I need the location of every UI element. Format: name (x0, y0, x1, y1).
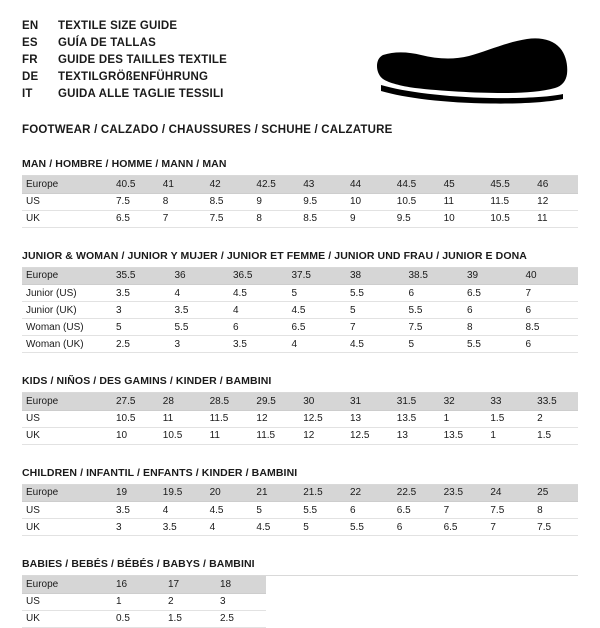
size-cell: 38.5 (403, 268, 462, 285)
size-cell: 3 (214, 593, 266, 610)
size-cell: 36 (169, 268, 228, 285)
size-cell: 10.5 (391, 193, 438, 210)
language-title: TEXTILE SIZE GUIDE (58, 20, 178, 32)
size-cell: 13 (344, 410, 391, 427)
language-code: IT (22, 88, 33, 100)
size-cell: 42 (204, 176, 251, 193)
row-label: Europe (22, 393, 110, 410)
row-label: Europe (22, 485, 110, 502)
size-cell: 8 (157, 193, 204, 210)
language-code: DE (22, 71, 39, 83)
row-label: US (22, 410, 110, 427)
size-cell: 3.5 (157, 519, 204, 536)
table-row (22, 610, 578, 627)
size-cell: 44.5 (391, 176, 438, 193)
size-cell: 6.5 (391, 502, 438, 519)
size-cell: 8 (531, 502, 578, 519)
size-cell: 35.5 (110, 268, 169, 285)
size-cell: 4 (286, 336, 345, 353)
size-cell: 8.5 (297, 210, 344, 227)
language-row (22, 35, 227, 51)
size-cell: 23.5 (438, 485, 485, 502)
size-cell: 11 (157, 410, 204, 427)
size-cell: 12.5 (344, 427, 391, 444)
size-cell: 1 (484, 427, 531, 444)
size-table (22, 485, 578, 537)
size-cell: 22 (344, 485, 391, 502)
size-cell: 2.5 (110, 336, 169, 353)
size-cell: 24 (484, 485, 531, 502)
size-cell: 4 (227, 302, 286, 319)
row-label: Woman (US) (22, 319, 110, 336)
size-cell: 11.5 (484, 193, 531, 210)
size-cell: 25 (531, 485, 578, 502)
size-cell: 11.5 (204, 410, 251, 427)
size-cell: 16 (110, 576, 162, 593)
section-title: BABIES / BEBÉS / BÉBÉS / BABYS / BAMBINI (22, 558, 578, 576)
row-label: UK (22, 610, 110, 627)
row-label: Junior (US) (22, 285, 110, 302)
size-cell: 4.5 (344, 336, 403, 353)
language-row (22, 18, 227, 34)
size-section (22, 375, 578, 445)
dress-shoe-icon (370, 28, 570, 110)
size-cell: 0.5 (110, 610, 162, 627)
size-cell: 7.5 (531, 519, 578, 536)
size-cell: 30 (297, 393, 344, 410)
page-header (22, 18, 578, 110)
size-cell: 8 (461, 319, 520, 336)
table-row (22, 410, 578, 427)
size-cell: 37.5 (286, 268, 345, 285)
table-row (22, 393, 578, 410)
size-cell: 2 (531, 410, 578, 427)
size-cell: 6 (344, 502, 391, 519)
size-cell: 2.5 (214, 610, 266, 627)
size-cell: 38 (344, 268, 403, 285)
size-cell: 19 (110, 485, 157, 502)
language-row (22, 86, 227, 102)
table-row (22, 502, 578, 519)
size-cell: 40.5 (110, 176, 157, 193)
size-table (22, 393, 578, 445)
row-label: Europe (22, 176, 110, 193)
size-cell: 19.5 (157, 485, 204, 502)
size-cell: 31 (344, 393, 391, 410)
size-cell: 6 (391, 519, 438, 536)
size-cell: 3 (110, 302, 169, 319)
size-cell: 39 (461, 268, 520, 285)
size-cell: 46 (531, 176, 578, 193)
size-cell: 28.5 (204, 393, 251, 410)
size-cell: 5 (297, 519, 344, 536)
size-cell: 12 (531, 193, 578, 210)
size-cell: 6.5 (461, 285, 520, 302)
table-row (22, 519, 578, 536)
size-cell: 43 (297, 176, 344, 193)
size-cell: 6 (227, 319, 286, 336)
spacer-cell (266, 610, 578, 627)
size-cell: 6 (403, 285, 462, 302)
size-cell: 7.5 (484, 502, 531, 519)
language-title: GUIDE DES TAILLES TEXTILE (58, 54, 227, 66)
size-section (22, 558, 578, 628)
size-cell: 12.5 (297, 410, 344, 427)
size-cell: 40 (520, 268, 579, 285)
language-row (22, 69, 227, 85)
row-label: Europe (22, 268, 110, 285)
size-cell: 11 (438, 193, 485, 210)
size-cell: 5.5 (169, 319, 228, 336)
table-row (22, 285, 578, 302)
size-cell: 21 (250, 485, 297, 502)
size-cell: 3.5 (227, 336, 286, 353)
row-label: Woman (UK) (22, 336, 110, 353)
size-cell: 10.5 (110, 410, 157, 427)
size-cell: 1.5 (484, 410, 531, 427)
table-row (22, 176, 578, 193)
table-row (22, 268, 578, 285)
section-title: JUNIOR & WOMAN / JUNIOR Y MUJER / JUNIOR ET FEMME / JUNIOR UND FRAU / JUNIOR E DONA (22, 250, 578, 268)
row-label: UK (22, 427, 110, 444)
size-cell: 9 (250, 193, 297, 210)
row-label: UK (22, 210, 110, 227)
table-row (22, 576, 578, 593)
spacer-cell (266, 593, 578, 610)
size-cell: 7 (484, 519, 531, 536)
language-title: GUIDA ALLE TAGLIE TESSILI (58, 88, 224, 100)
size-cell: 9 (344, 210, 391, 227)
size-cell: 5 (403, 336, 462, 353)
size-cell: 36.5 (227, 268, 286, 285)
language-title-list (22, 18, 227, 102)
size-cell: 6 (461, 302, 520, 319)
size-cell: 1.5 (162, 610, 214, 627)
size-cell: 17 (162, 576, 214, 593)
row-label: UK (22, 519, 110, 536)
size-cell: 20 (204, 485, 251, 502)
size-section (22, 467, 578, 537)
size-cell: 28 (157, 393, 204, 410)
size-cell: 8 (250, 210, 297, 227)
size-cell: 11 (204, 427, 251, 444)
size-cell: 42.5 (250, 176, 297, 193)
size-cell: 10 (438, 210, 485, 227)
size-cell: 6 (520, 336, 579, 353)
size-cell: 5.5 (344, 519, 391, 536)
size-table (22, 176, 578, 228)
size-section (22, 250, 578, 354)
size-cell: 33.5 (531, 393, 578, 410)
size-cell: 13.5 (438, 427, 485, 444)
size-cell: 4.5 (204, 502, 251, 519)
size-cell: 10 (110, 427, 157, 444)
size-cell: 7.5 (110, 193, 157, 210)
size-cell: 4.5 (250, 519, 297, 536)
table-row (22, 193, 578, 210)
size-cell: 5.5 (344, 285, 403, 302)
size-cell: 4 (157, 502, 204, 519)
size-cell: 13 (391, 427, 438, 444)
size-cell: 10.5 (157, 427, 204, 444)
table-row (22, 485, 578, 502)
size-cell: 1.5 (531, 427, 578, 444)
size-cell: 12 (250, 410, 297, 427)
size-cell: 6 (520, 302, 579, 319)
size-cell: 11 (531, 210, 578, 227)
table-row (22, 427, 578, 444)
size-cell: 5 (344, 302, 403, 319)
size-cell: 1 (110, 593, 162, 610)
row-label: US (22, 502, 110, 519)
language-code: ES (22, 37, 38, 49)
size-cell: 7 (520, 285, 579, 302)
size-cell: 4.5 (286, 302, 345, 319)
size-cell: 3.5 (110, 502, 157, 519)
size-cell: 8.5 (204, 193, 251, 210)
size-cell: 2 (162, 593, 214, 610)
language-code: EN (22, 20, 39, 32)
size-cell: 22.5 (391, 485, 438, 502)
language-code: FR (22, 54, 38, 66)
size-cell: 11.5 (250, 427, 297, 444)
size-cell: 7 (438, 502, 485, 519)
size-sections (22, 158, 578, 628)
size-table (22, 268, 578, 354)
size-cell: 9.5 (391, 210, 438, 227)
size-cell: 12 (297, 427, 344, 444)
table-row (22, 302, 578, 319)
size-cell: 5 (110, 319, 169, 336)
size-cell: 1 (438, 410, 485, 427)
size-cell: 21.5 (297, 485, 344, 502)
table-row (22, 593, 578, 610)
section-title: MAN / HOMBRE / HOMME / MANN / MAN (22, 158, 578, 176)
section-title: KIDS / NIÑOS / DES GAMINS / KINDER / BAMBINI (22, 375, 578, 393)
row-label: US (22, 593, 110, 610)
size-cell: 4.5 (227, 285, 286, 302)
spacer-cell (266, 576, 578, 593)
size-cell: 4 (204, 519, 251, 536)
language-title: TEXTILGRÖßENFÜHRUNG (58, 71, 209, 83)
size-section (22, 158, 578, 228)
size-cell: 4 (169, 285, 228, 302)
size-cell: 10.5 (484, 210, 531, 227)
language-title: GUÍA DE TALLAS (58, 37, 156, 49)
size-cell: 32 (438, 393, 485, 410)
row-label: US (22, 193, 110, 210)
size-cell: 44 (344, 176, 391, 193)
size-cell: 31.5 (391, 393, 438, 410)
size-cell: 5 (250, 502, 297, 519)
row-label: Europe (22, 576, 110, 593)
size-cell: 7.5 (204, 210, 251, 227)
size-cell: 10 (344, 193, 391, 210)
size-cell: 3.5 (110, 285, 169, 302)
table-row (22, 336, 578, 353)
size-cell: 6.5 (110, 210, 157, 227)
size-table (22, 576, 578, 628)
size-cell: 5.5 (297, 502, 344, 519)
size-cell: 3 (169, 336, 228, 353)
language-row (22, 52, 227, 68)
table-row (22, 319, 578, 336)
table-row (22, 210, 578, 227)
size-cell: 45 (438, 176, 485, 193)
size-cell: 33 (484, 393, 531, 410)
size-cell: 27.5 (110, 393, 157, 410)
size-cell: 7 (344, 319, 403, 336)
size-cell: 3 (110, 519, 157, 536)
size-cell: 7.5 (403, 319, 462, 336)
size-cell: 5.5 (403, 302, 462, 319)
size-cell: 5.5 (461, 336, 520, 353)
size-cell: 7 (157, 210, 204, 227)
size-cell: 8.5 (520, 319, 579, 336)
size-cell: 3.5 (169, 302, 228, 319)
size-cell: 6.5 (286, 319, 345, 336)
size-cell: 13.5 (391, 410, 438, 427)
section-title: CHILDREN / INFANTIL / ENFANTS / KINDER / BAMBINI (22, 467, 578, 485)
footwear-category-line: FOOTWEAR / CALZADO / CHAUSSURES / SCHUHE / CALZATURE (22, 124, 393, 136)
size-cell: 45.5 (484, 176, 531, 193)
size-cell: 6.5 (438, 519, 485, 536)
row-label: Junior (UK) (22, 302, 110, 319)
size-cell: 18 (214, 576, 266, 593)
size-cell: 29.5 (250, 393, 297, 410)
size-cell: 5 (286, 285, 345, 302)
size-cell: 41 (157, 176, 204, 193)
size-cell: 9.5 (297, 193, 344, 210)
